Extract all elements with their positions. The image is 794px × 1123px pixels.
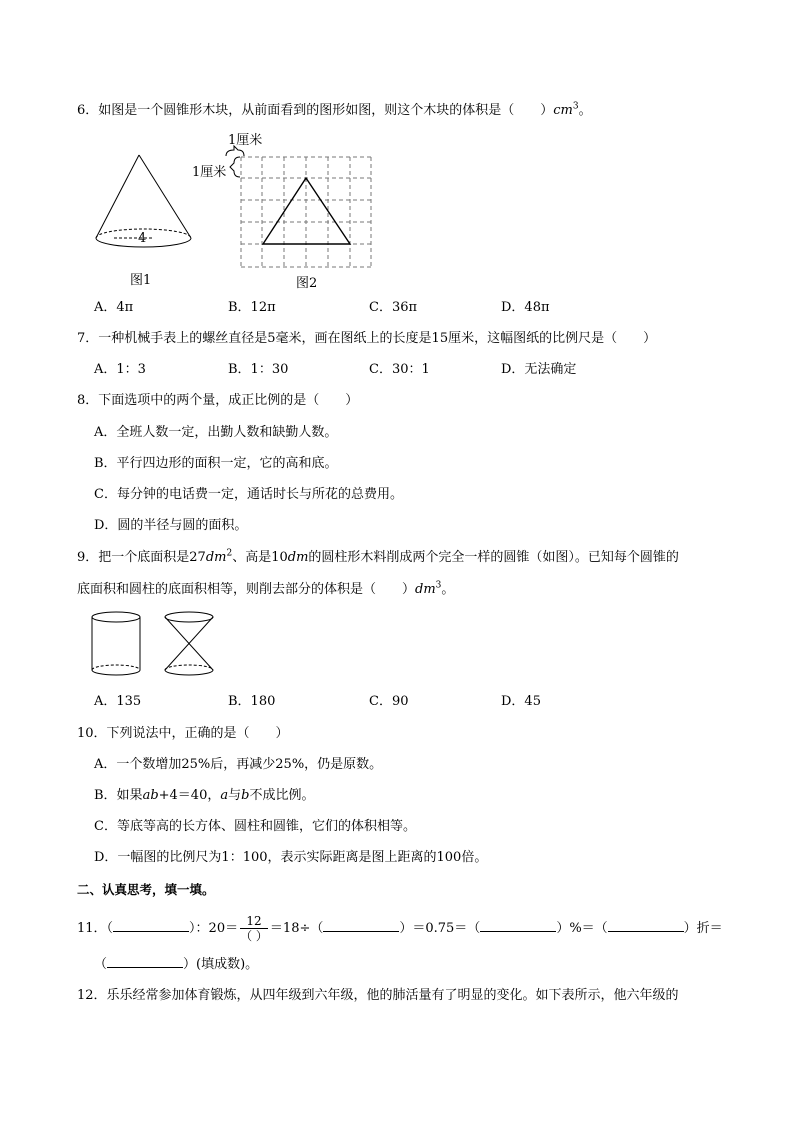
q11-blank-4[interactable]: [608, 917, 684, 932]
q9-unit-dm-3: dm: [415, 582, 436, 597]
q11-text-1: ）：20＝: [189, 921, 239, 936]
q9-text-5: 。: [441, 582, 455, 597]
q10-b-text-3: 与: [228, 788, 242, 803]
figure-2-top-label: 1厘米: [228, 133, 263, 148]
q11-fraction-numerator: 12: [240, 914, 268, 929]
q11-text-3: ）＝0.75＝（: [399, 921, 481, 936]
q11-text-7: ）(填成数)。: [183, 957, 259, 972]
question-6-end: 。: [578, 103, 592, 118]
q9-unit-dm-2: dm: [287, 550, 309, 565]
question-8-stem: 8．下面选项中的两个量，成正比例的是（ ）: [77, 393, 359, 408]
q6-option-c[interactable]: C．36π: [369, 300, 418, 315]
q9-unit-exponent-2: 2: [226, 548, 233, 559]
q10-b-var-ab: ab: [142, 788, 159, 803]
q6-option-b[interactable]: B．12π: [228, 300, 276, 315]
q11-blank-5[interactable]: [107, 953, 183, 968]
q11-text-5: ）折＝: [683, 921, 723, 936]
q11-text-6: （: [94, 957, 108, 972]
q7-option-c[interactable]: C．30：1: [369, 362, 430, 377]
q11-blank-2[interactable]: [323, 917, 399, 932]
q10-b-var-b: b: [241, 788, 250, 803]
q10-b-text-4: 不成比例。: [249, 788, 315, 803]
q7-option-d[interactable]: D．无法确定: [501, 362, 577, 377]
figure-cylinder-cones: [90, 608, 220, 683]
figure-1-cone: [94, 150, 204, 290]
q9-option-d[interactable]: D．45: [501, 694, 541, 709]
question-6-stem: [77, 101, 592, 121]
cylinder: [92, 612, 140, 675]
q11-text-4: ）%＝（: [556, 921, 608, 936]
cone-left-edge: [96, 155, 139, 238]
q8-option-c[interactable]: C．每分钟的电话费一定，通话时长与所花的总费用。: [94, 487, 403, 502]
q6-option-d[interactable]: D．48π: [501, 300, 550, 315]
question-6-text: 6．如图是一个圆锥形木块，从前面看到的图形如图，则这个木块的体积是（ ）: [77, 103, 554, 118]
figure-1-caption: 图1: [130, 273, 152, 288]
q11-fraction: [240, 914, 268, 943]
question-12-stem: 12．乐乐经常参加体育锻炼，从四年级到六年级，他的肺活量有了明显的变化。如下表所示，他六年级的: [77, 988, 679, 1003]
question-10-stem: 10．下列说法中，正确的是（ ）: [77, 726, 289, 741]
q10-option-a[interactable]: A．一个数增加25%后，再减少25%，仍是原数。: [94, 757, 383, 772]
figure-2-left-label: 1厘米: [192, 165, 227, 180]
q9-text-4: 底面积和圆柱的底面积相等，则削去部分的体积是（ ）: [77, 582, 416, 597]
figure-2-grid: [192, 130, 377, 295]
q9-unit-dm: dm: [205, 550, 227, 565]
q11-text-2: ＝18÷（: [269, 921, 324, 936]
q9-text-3: 的圆柱形木料削成两个完全一样的圆锥（如图）。已知每个圆锥的: [308, 550, 679, 565]
q7-option-a[interactable]: A．1：3: [94, 362, 146, 377]
q8-option-b[interactable]: B．平行四边形的面积一定，它的高和底。: [94, 456, 338, 471]
cone-label: 4: [138, 231, 147, 246]
q9-unit-exponent-3: 3: [435, 580, 442, 591]
q10-option-c[interactable]: C．等底等高的长方体、圆柱和圆锥，它们的体积相等。: [94, 819, 416, 834]
q9-option-b[interactable]: B．180: [228, 694, 276, 709]
q9-option-a[interactable]: A．135: [94, 694, 142, 709]
q10-option-b[interactable]: [94, 786, 314, 806]
q9-text-1: 9．把一个底面积是27: [77, 550, 206, 565]
question-7-stem: 7．一种机械手表上的螺丝直径是5毫米，画在图纸上的长度是15厘米，这幅图纸的比例尺是（ ）: [77, 331, 657, 346]
figure-2-caption: 图2: [296, 276, 318, 291]
q9-option-c[interactable]: C．90: [369, 694, 409, 709]
q10-b-text-1: B．如果: [94, 788, 143, 803]
q10-option-d[interactable]: D．一幅图的比例尺为1：100，表示实际距离是图上距离的100倍。: [94, 850, 488, 865]
q11-fraction-denominator[interactable]: （ ）: [240, 929, 268, 943]
question-6-unit: cm: [553, 103, 573, 118]
double-cone: [165, 612, 213, 675]
cone-right-edge: [139, 155, 191, 238]
question-11-line1: [77, 914, 723, 943]
q10-b-text-2: +4＝40，: [158, 788, 221, 803]
question-9-stem-line1: [77, 548, 679, 568]
question-9-stem-line2: [77, 580, 454, 600]
question-6-unit-exponent: 3: [572, 101, 579, 112]
q8-option-a[interactable]: A．全班人数一定，出勤人数和缺勤人数。: [94, 425, 338, 440]
section-2-title: 二、认真思考，填一填。: [77, 882, 215, 897]
q6-option-a[interactable]: A．4π: [94, 300, 134, 315]
q10-b-var-a: a: [220, 788, 229, 803]
dashed-grid: [241, 157, 371, 267]
q11-blank-3[interactable]: [480, 917, 556, 932]
q9-text-2: 、高是10: [232, 550, 288, 565]
q11-blank-1[interactable]: [113, 917, 189, 932]
left-brace: [230, 157, 240, 177]
q8-option-d[interactable]: D．圆的半径与圆的面积。: [94, 518, 248, 533]
question-11-line2: [94, 953, 258, 975]
q11-text-start: 11．（: [77, 921, 114, 936]
q7-option-b[interactable]: B．1：30: [228, 362, 289, 377]
